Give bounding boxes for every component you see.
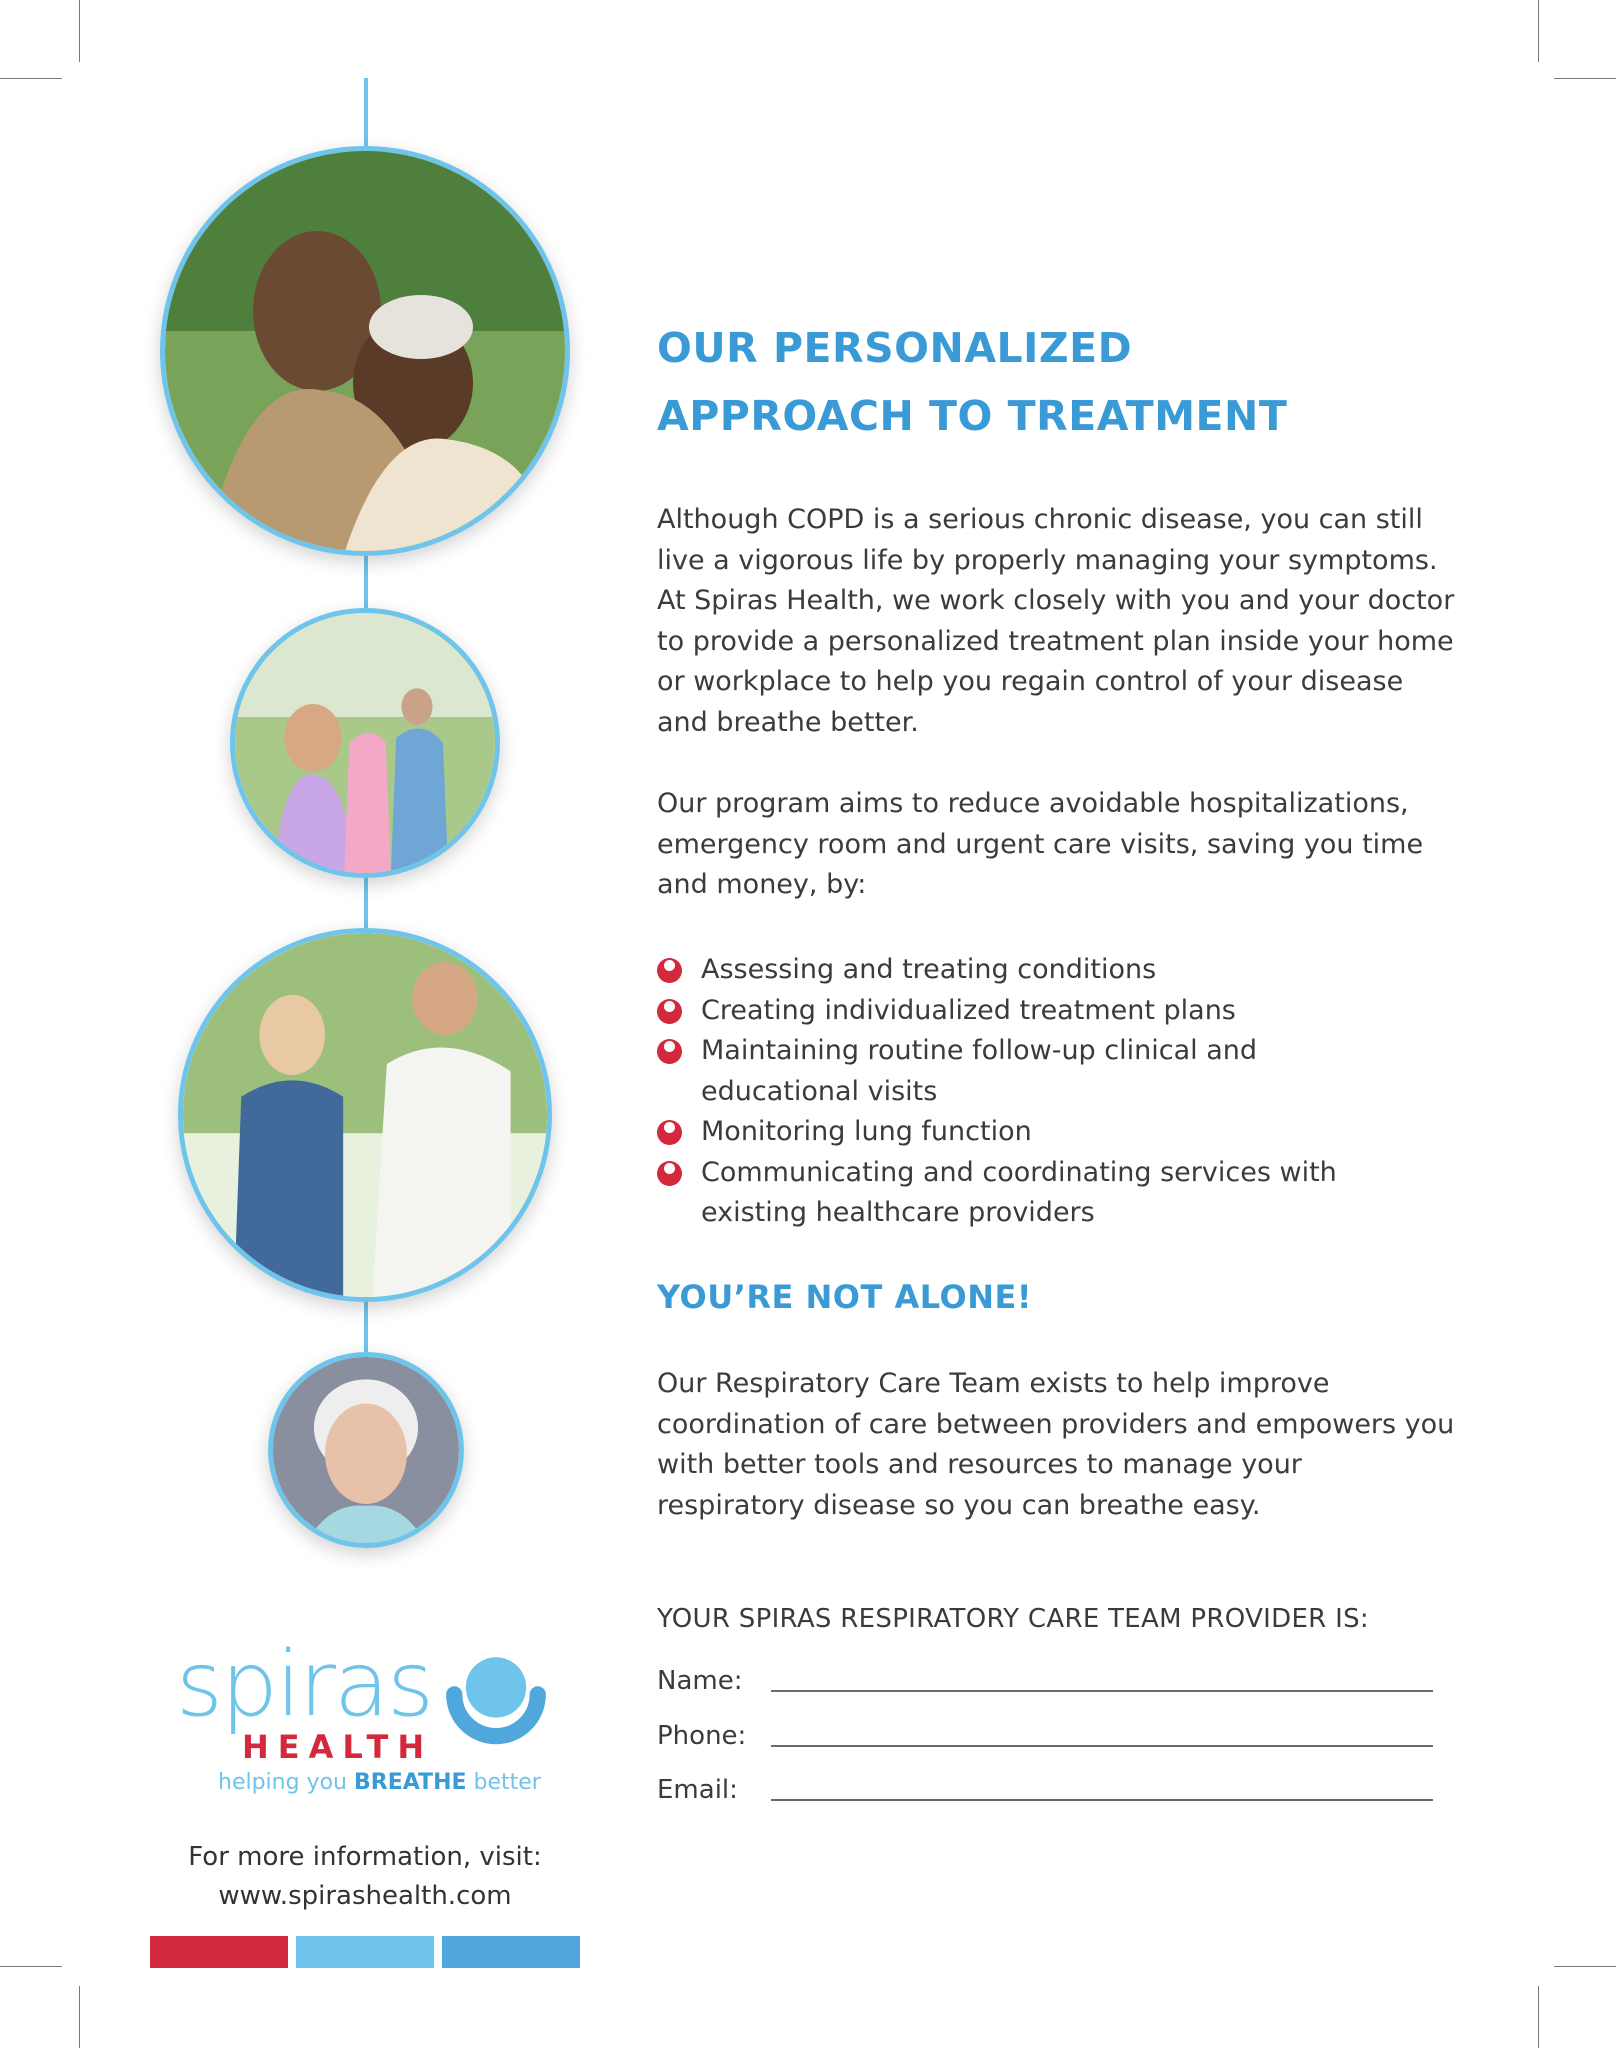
- phone-label: Phone:: [657, 1721, 747, 1751]
- stripe-red: [150, 1936, 288, 1968]
- name-blank-line: [771, 1690, 1433, 1692]
- name-field: [657, 1658, 1433, 1698]
- phone-field: [657, 1713, 1433, 1753]
- bullet-icon: [657, 958, 682, 983]
- phone-blank-line: [771, 1745, 1433, 1747]
- crop-mark: [0, 1966, 62, 1967]
- photo-smiling-woman: [268, 1352, 464, 1548]
- list-item: Maintaining routine follow-up clinical and educational visits: [657, 1031, 1417, 1112]
- bullet-icon: [657, 1161, 682, 1186]
- intro-paragraph: Although COPD is a serious chronic disease, you can still live a vigorous life by properly managing your symptoms. At Spiras Health, we work closely with you and your doctor to provide a personalized treatment plan inside your home or workplace to help you regain control of your disease and breathe better.: [657, 504, 1455, 738]
- bullet-icon: [657, 999, 682, 1024]
- headline-line-2: APPROACH TO TREATMENT: [657, 392, 1288, 440]
- provider-heading: YOUR SPIRAS RESPIRATORY CARE TEAM PROVIDER IS:: [657, 1604, 1369, 1634]
- care-team-paragraph: Our Respiratory Care Team exists to help improve coordination of care between providers and empowers you with better tools and resources to manage your respiratory disease so you can breathe easy.: [657, 1368, 1455, 1521]
- program-paragraph: Our program aims to reduce avoidable hospitalizations, emergency room and urgent care visits, saving you time and money, by:: [657, 788, 1424, 900]
- crop-mark: [1538, 1986, 1539, 2048]
- bullet-icon: [657, 1120, 682, 1145]
- photo-senior-couple: [160, 146, 570, 556]
- name-label: Name:: [657, 1666, 743, 1696]
- website-link[interactable]: www.spirashealth.com: [218, 1881, 512, 1911]
- crop-mark: [79, 0, 80, 62]
- bullet-icon: [657, 1039, 682, 1064]
- page-headline: [657, 314, 1287, 450]
- crop-mark: [1554, 78, 1616, 79]
- crop-mark: [0, 78, 62, 79]
- list-item: Monitoring lung function: [657, 1112, 1417, 1153]
- headline-line-1: OUR PERSONALIZED: [657, 324, 1133, 372]
- logo-lung-icon: [438, 1648, 554, 1764]
- stripe-blue: [442, 1936, 580, 1968]
- logo-tagline: helping you BREATHE better: [218, 1770, 541, 1795]
- benefits-list: [657, 950, 1417, 1234]
- crop-mark: [79, 1986, 80, 2048]
- more-info-label: For more information, visit:: [188, 1842, 542, 1872]
- list-item: Communicating and coordinating services with existing healthcare providers: [657, 1153, 1417, 1234]
- crop-mark: [1538, 0, 1539, 62]
- photo-couple-holding-hands: [178, 928, 552, 1302]
- crop-mark: [1554, 1966, 1616, 1967]
- section-subheading: YOU’RE NOT ALONE!: [657, 1278, 1032, 1316]
- more-info: [140, 1838, 590, 1916]
- email-label: Email:: [657, 1775, 738, 1805]
- logo-health-text: HEALTH: [242, 1728, 434, 1766]
- email-field: [657, 1767, 1433, 1807]
- list-item: Creating individualized treatment plans: [657, 991, 1417, 1032]
- list-item: Assessing and treating conditions: [657, 950, 1417, 991]
- email-blank-line: [771, 1799, 1433, 1801]
- photo-family-walk: [230, 608, 500, 878]
- stripe-light-blue: [296, 1936, 434, 1968]
- logo-wordmark: spiras: [176, 1632, 433, 1737]
